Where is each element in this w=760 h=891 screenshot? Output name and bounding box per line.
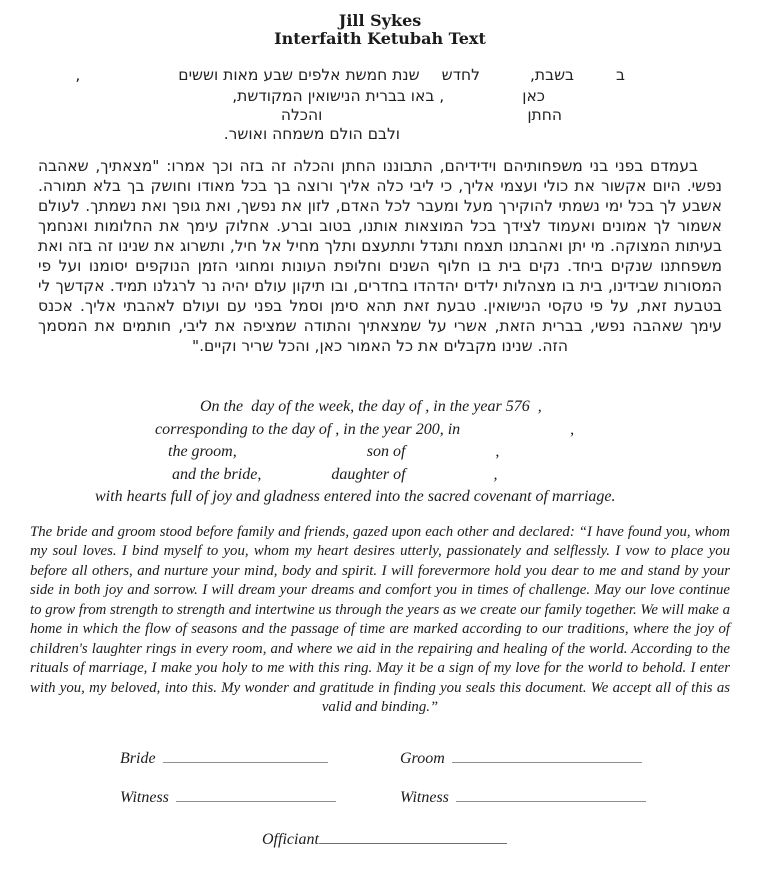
bride-parents-blank bbox=[406, 478, 494, 479]
officiant-signature-line bbox=[319, 830, 507, 844]
title-block bbox=[0, 0, 760, 48]
witness-right-signature-label: Witness bbox=[400, 788, 449, 806]
hebrew-line1-comma: , bbox=[75, 66, 81, 84]
bride-signature-line bbox=[163, 749, 328, 763]
groom-signature-group bbox=[400, 749, 642, 768]
day-blank-space bbox=[574, 79, 616, 80]
signature-row-2 bbox=[0, 788, 760, 810]
hebrew-date-line-3 bbox=[281, 106, 562, 124]
place-blank-space bbox=[444, 100, 522, 101]
groom-signature-label: Groom bbox=[400, 749, 445, 767]
english-bride-line bbox=[0, 464, 760, 487]
english-date-line-1 bbox=[0, 396, 760, 419]
groom-name-blank bbox=[237, 455, 367, 456]
hebrew-day-letter: ב bbox=[616, 66, 625, 84]
hebrew-covenant-phrase: , באו בברית הנישואין המקודשת, bbox=[232, 87, 445, 105]
line2-comma: , bbox=[570, 420, 575, 438]
hebrew-here-text: כאן bbox=[522, 87, 545, 105]
hebrew-of-week-text: בשבת, bbox=[530, 66, 575, 84]
witness-right-signature-line bbox=[456, 788, 646, 802]
witness-left-signature-group bbox=[120, 788, 336, 807]
hebrew-of-month-text: לחדש bbox=[441, 66, 480, 84]
date-blank-space bbox=[480, 79, 530, 80]
hebrew-date-line-4 bbox=[224, 125, 400, 143]
corresponding-date-text: corresponding to the day of , in the year 200, in bbox=[155, 420, 461, 438]
month-blank-space bbox=[420, 79, 442, 80]
bride-signature-group bbox=[120, 749, 328, 768]
author-name: Jill Sykes bbox=[338, 11, 422, 30]
hebrew-bride-label: והכלה bbox=[280, 106, 323, 124]
line4-comma: , bbox=[493, 465, 498, 483]
bride-name-blank bbox=[261, 478, 331, 479]
witness-left-signature-label: Witness bbox=[120, 788, 169, 806]
english-declaration-paragraph: The bride and groom stood before family and friends, gazed upon each other and declared: “I have found you, whom my soul loves. I bind myself to you, whom my heart desires utterly, passionately and selflessly. I vow to place you before all others, and nurture your mind, body and spirit. I will forevermore hold you dear to me and stand by your side in both joy and sorrow. I will dream your dreams and comfort you in times of challenge. May our love continue to grow from strength to strength and intertwine us through the years as we create our family together. We will make a home in which the flow of seasons and the passage of time are marked according to our traditions, where the joy of children's laughter rings in every room, and where we aid in the repairing and healing of the world. According to the rituals of marriage, I make you holy to me with this ring. May it be a sign of my love for the world to behold. I enter with you, my beloved, into this. My wonder and gratitude in finding you seals this document. We accept all of this as valid and binding.” bbox=[30, 523, 730, 715]
witness-right-signature-group bbox=[400, 788, 646, 807]
witness-left-signature-line bbox=[176, 788, 336, 802]
officiant-signature-label: Officiant bbox=[262, 830, 319, 848]
hebrew-date-line-1 bbox=[75, 66, 625, 84]
groom-name-blank-space bbox=[322, 119, 527, 120]
english-date-line1-text: On the day of the week, the day of , in the year 576 , bbox=[200, 398, 542, 415]
english-date-line-2 bbox=[0, 419, 760, 442]
bride-signature-label: Bride bbox=[120, 749, 156, 767]
signature-section bbox=[0, 749, 760, 849]
hebrew-groom-label: החתן bbox=[527, 106, 562, 124]
daughter-of-text: daughter of bbox=[331, 465, 406, 483]
covenant-text: with hearts full of joy and gladness entered into the sacred covenant of marriage. bbox=[95, 488, 616, 505]
hebrew-date-line-2 bbox=[232, 87, 545, 105]
officiant-signature-group bbox=[0, 830, 760, 849]
english-covenant-line bbox=[0, 486, 760, 509]
document-title: Interfaith Ketubah Text bbox=[274, 29, 486, 48]
location-blank-space bbox=[460, 433, 570, 434]
hebrew-year-phrase: שנת חמשת אלפים שבע מאות וששים bbox=[178, 66, 420, 84]
groom-signature-line bbox=[452, 749, 642, 763]
english-date-section bbox=[0, 396, 760, 509]
line3-comma: , bbox=[495, 443, 500, 460]
bride-label-text: and the bride, bbox=[172, 465, 262, 483]
groom-parents-blank bbox=[405, 455, 495, 456]
year-blank-space bbox=[80, 79, 178, 80]
signature-row-1 bbox=[0, 749, 760, 771]
hebrew-date-section bbox=[0, 66, 760, 146]
hebrew-hearts-phrase: ולבם הולם משמחה ואושר. bbox=[223, 125, 400, 143]
groom-label-text: the groom, bbox=[168, 443, 237, 460]
hebrew-declaration-paragraph: בעמדם בפני בני משפחותיהם וידידיהם, התבוננו החתן והכלה זה בזה וכך אמרו: "מצאתיך, שאהבה נפשי. היום אקשור את כולי ועצמי אליך, כי ליבי כלה אליך ורוצה בך בכל מאודו וחושק בך בלא תמורה. אשבע לך בכל ימי נשמתי להוקירך מעל ומעבר לכל האדם, לזון את נפשך, ואת גופך ואת נשמתך. לעולם אשמור לך אמונים ואעמוד לצידך בכל המוצאות אותנו, בטוב וברע. אחלוק עימך את החלומות ואנחמך בעיתות המצוקה. מי יתן ואהבתנו תצמח ותגדל ותתעצם ותלך מחיל אל חיל, ותשרוג את שנינו זה בזה ואת משפחתנו שנקים ביחד. נקים בית בו חלוף השנים וחלופת העונות ומחוגי הזמן הנוקפים יסומנו ועל פי המסורות שבידינו, בית בו מצהלות ילדים יהדהדו בחדרים, ובו תיקון עולם יהיה נר לרגלנו תמיד. אקדשך לי בטבעת זאת, על פי טקסי הנישואין. טבעת זאת תהא סימן וסמל בפני עם ועולם לאהבתי אליך. אכנס עימך שאהבה נפשי, בברית הזאת, אשרי על שמצאתיך והתודה שמציפה את ליבי, חותמים את המסמך הזה. שנינו מקבלים את כל האמור כאן, והכל שריר וקיים." bbox=[38, 157, 722, 355]
english-groom-line bbox=[0, 441, 760, 464]
son-of-text: son of bbox=[366, 443, 406, 460]
